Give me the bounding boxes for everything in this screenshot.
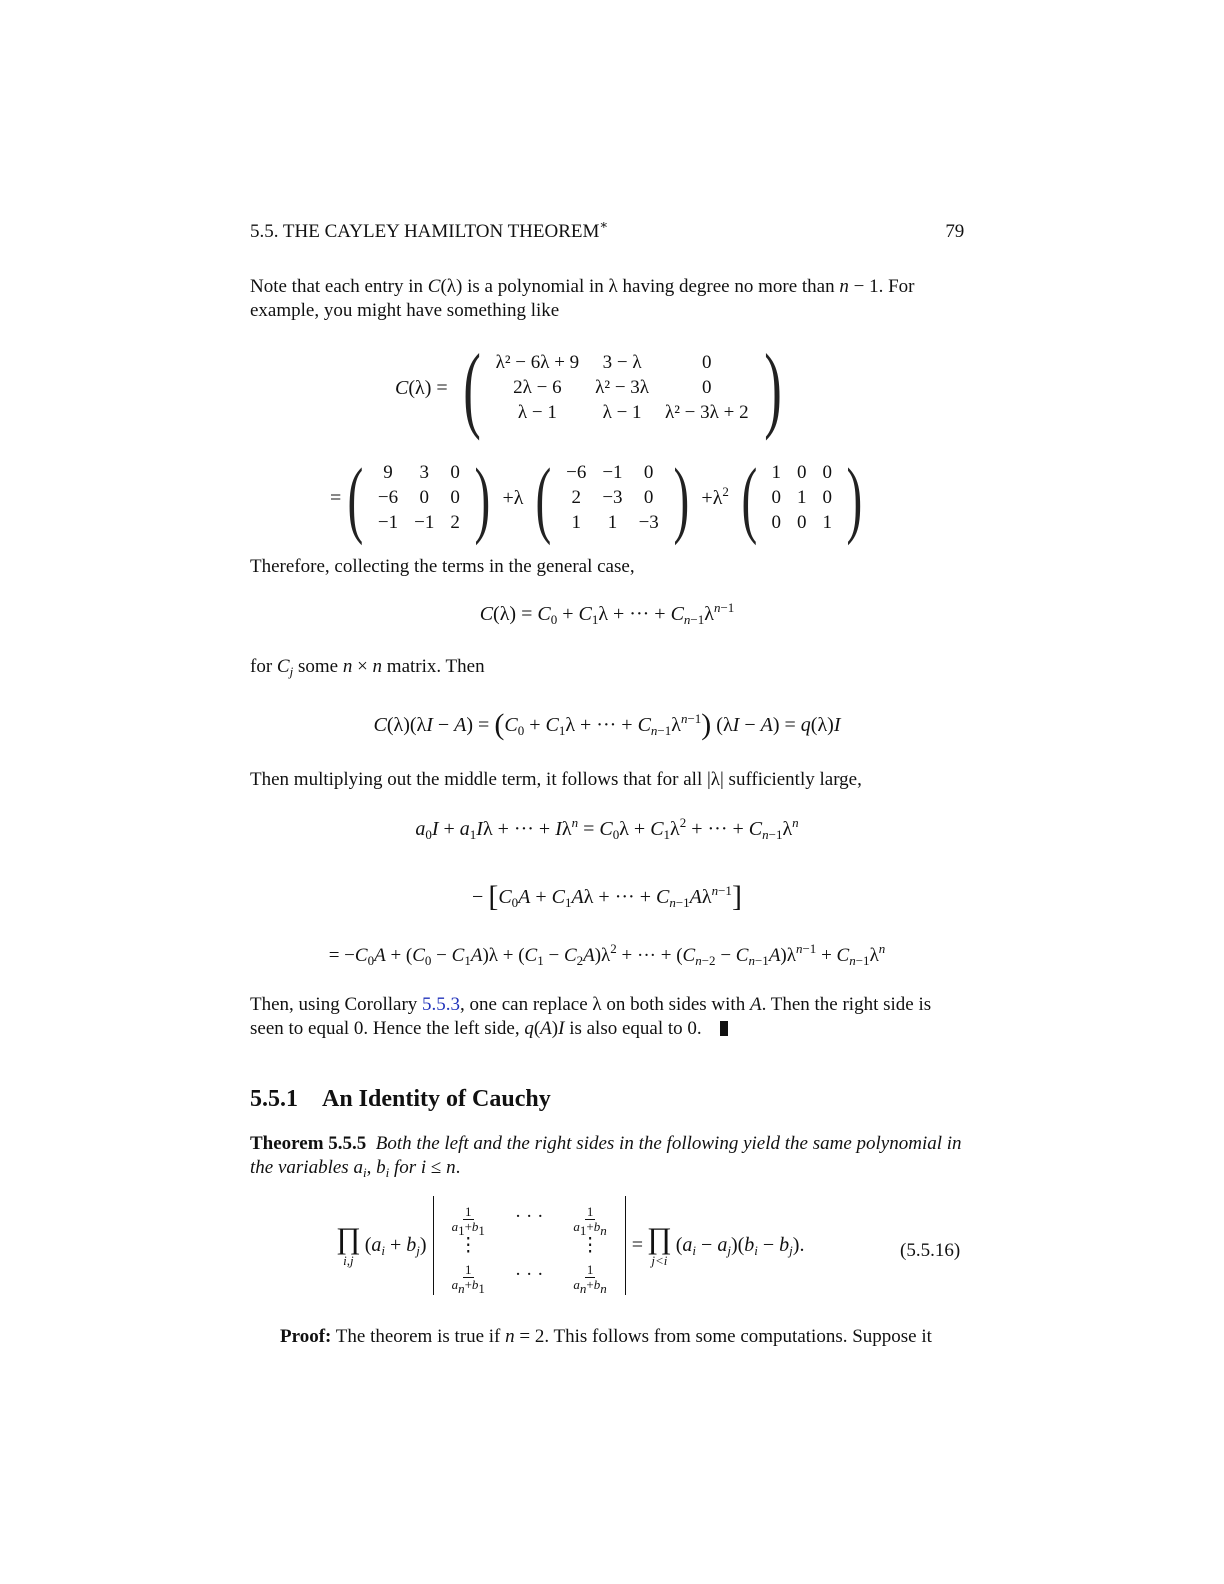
m1-01: −1	[602, 462, 623, 483]
m0-01: 3	[419, 462, 429, 483]
equation-expansion: = ( 9 3 0 −6 0 0 −1 −1 2 ) +λ ( −6 −1 0 2 −3 0 1 1 −3 ) $+\lambda^2$ ( 1 0 0 0 1 0 0 0 1 )	[330, 450, 863, 546]
equation-expand-3: = $-C_0A + (C_0 - C_1A)\lambda + (C_1 - C_2A)\lambda^2$ + ··· + $(C_{n-2} - C_{n-1}A)\lambda^{n-1} + C_{n-1}\lambda^n$	[328, 941, 886, 968]
mc-10: 2λ − 6	[513, 377, 562, 398]
mc-11: λ² − 3λ	[595, 377, 650, 398]
p5-t4: is also equal to 0.	[564, 1018, 702, 1039]
equation-cauchy: ∏ i,j $(a_i + b_j)$ $\frac{1}{a_1+b_1}$ · · · $\frac{1}{a_1+b_n}$ ⋮ ⋮ $\frac{1}{a_n+b_1}$ · · · $\frac{1}{a_n+b_n}$ = ∏ j<i $(a_i - a_j)(b_i - b_j)$.	[336, 1196, 804, 1295]
equation-number: (5.5.16)	[900, 1240, 961, 1261]
p1-t4: . For example, you might have something like	[250, 276, 915, 321]
section-title: An Identity of Cauchy	[322, 1086, 551, 1112]
m2-22: 1	[822, 512, 833, 533]
matrix-1	[558, 461, 667, 536]
m0-00: 9	[383, 462, 393, 483]
p3-t2: some	[293, 656, 343, 677]
proof-t1: The theorem is true if	[335, 1326, 506, 1347]
p5-t1: Then, using Corollary	[250, 994, 423, 1015]
equation-product: $C(\lambda)(\lambda I - A) = (C_0 + C_1\lambda$ + ··· + $C_{n-1}\lambda^{n-1}$) (λI − A) = q(λ)I	[373, 708, 841, 741]
section-heading	[250, 1086, 551, 1113]
mc-00: λ² − 6λ + 9	[495, 352, 580, 373]
m0-20: −1	[377, 512, 399, 533]
m0-11: 0	[419, 487, 429, 508]
m0-10: −6	[377, 487, 399, 508]
proof-paragraph: Proof: The theorem is true if n = 2. This follows from some computations. Suppose it	[280, 1326, 932, 1347]
proof-t2: . This follows from some computations. Suppose it	[544, 1326, 932, 1347]
equation-C-sum: $C(\lambda) = C_0 + C_1\lambda$ + ··· + $C_{n-1}\lambda^{n-1}$	[479, 600, 735, 627]
theorem-tail: for	[393, 1157, 417, 1178]
m0-22: 2	[450, 512, 460, 533]
m2-00: 1	[771, 462, 782, 483]
mc-02: 0	[702, 352, 712, 373]
corollary-link[interactable]: 5.5.3	[422, 994, 461, 1015]
m0-21: −1	[414, 512, 435, 533]
header-section-text: 5.5. THE CAYLEY HAMILTON THEOREM	[250, 221, 600, 242]
mc-22: λ² − 3λ + 2	[665, 402, 749, 423]
paragraph-4: Then multiplying out the middle term, it follows that for all |λ| sufficiently large,	[250, 769, 862, 790]
p1-t3: having degree no more than	[617, 276, 840, 297]
m2-21: 0	[797, 512, 807, 533]
header-section	[250, 217, 609, 244]
p5-t2: , one can replace λ on both sides with	[460, 994, 750, 1015]
m1-12: 0	[643, 487, 654, 508]
equation-expand-1: $a_0I + a_1I\lambda$ + ··· + $I\lambda^n = C_0\lambda + C_1\lambda^2$ + ··· + $C_{n-1}\lambda^n$	[415, 815, 799, 842]
m1-10: 2	[571, 487, 581, 508]
m2-12: 0	[822, 487, 833, 508]
paragraph-1: Note that each entry in C(λ) is a polynomial in λ having degree no more than n − 1. For example, you might have something like	[250, 276, 915, 321]
mc-21: λ − 1	[602, 402, 642, 423]
p1-t2: is a polynomial in	[462, 276, 609, 297]
mc-20: λ − 1	[517, 402, 557, 423]
p5-t3: . Then the right side is seen to equal 0. Hence the left side,	[250, 994, 932, 1039]
p1-t1: Note that each entry in	[250, 276, 428, 297]
header-star: ∗	[599, 217, 609, 232]
theorem-statement: Theorem 5.5.5 Both the left and the right sides in the following yield the same polynomial in the variables $a_i$, $b_i$ for i ≤ n.	[250, 1133, 962, 1180]
m2-01: 0	[797, 462, 807, 483]
running-header	[250, 217, 964, 244]
p3-t1: for	[250, 656, 277, 677]
matrix-C	[488, 351, 757, 426]
matrix-0	[370, 461, 468, 536]
section-number: 5.5.1	[250, 1086, 298, 1112]
m1-02: 0	[643, 462, 654, 483]
mc-01: 3 − λ	[602, 352, 642, 373]
m1-00: −6	[566, 462, 587, 483]
paragraph-5: Then, using Corollary 5.5.3, one can replace λ on both sides with A. Then the right side is seen to equal 0. Hence the left side, q(A)I is also equal to 0.	[250, 994, 932, 1039]
proof-label: Proof:	[280, 1326, 332, 1347]
m2-02: 0	[822, 462, 833, 483]
m0-12: 0	[450, 487, 460, 508]
m2-11: 1	[797, 487, 807, 508]
qed-mark	[720, 1021, 728, 1036]
equation-expand-2: − [$C_0A + C_1A\lambda$ + ··· + $C_{n-1}A\lambda^{n-1}$]	[472, 880, 742, 913]
m0-02: 0	[450, 462, 460, 483]
m2-20: 0	[771, 512, 782, 533]
m2-10: 0	[771, 487, 782, 508]
cauchy-determinant: $\frac{1}{a_1+b_1}$ · · · $\frac{1}{a_1+b_n}$ ⋮ ⋮ $\frac{1}{a_n+b_1}$ · · · $\frac{1}{a_n+b_n}$	[433, 1196, 626, 1295]
page-number: 79	[945, 221, 964, 242]
m1-22: −3	[638, 512, 659, 533]
mc-12: 0	[702, 377, 712, 398]
m1-21: 1	[607, 512, 618, 533]
theorem-label: Theorem 5.5.5	[250, 1133, 367, 1154]
paragraph-3: for $C_j$ some n × n matrix. Then	[250, 656, 485, 679]
m1-11: −3	[602, 487, 623, 508]
matrix-2	[764, 461, 841, 536]
p3-t3: matrix. Then	[382, 656, 485, 677]
paragraph-2: Therefore, collecting the terms in the general case,	[250, 556, 635, 577]
theorem-body: Both the left and the right sides in the following yield the same polynomial in the variables	[250, 1133, 962, 1178]
m1-20: 1	[571, 512, 581, 533]
equation-C-matrix: C(λ) = ( λ² − 6λ + 9 3 − λ 0 2λ − 6 λ² − 3λ 0 λ − 1 λ − 1 λ² − 3λ + 2 )	[395, 334, 782, 441]
